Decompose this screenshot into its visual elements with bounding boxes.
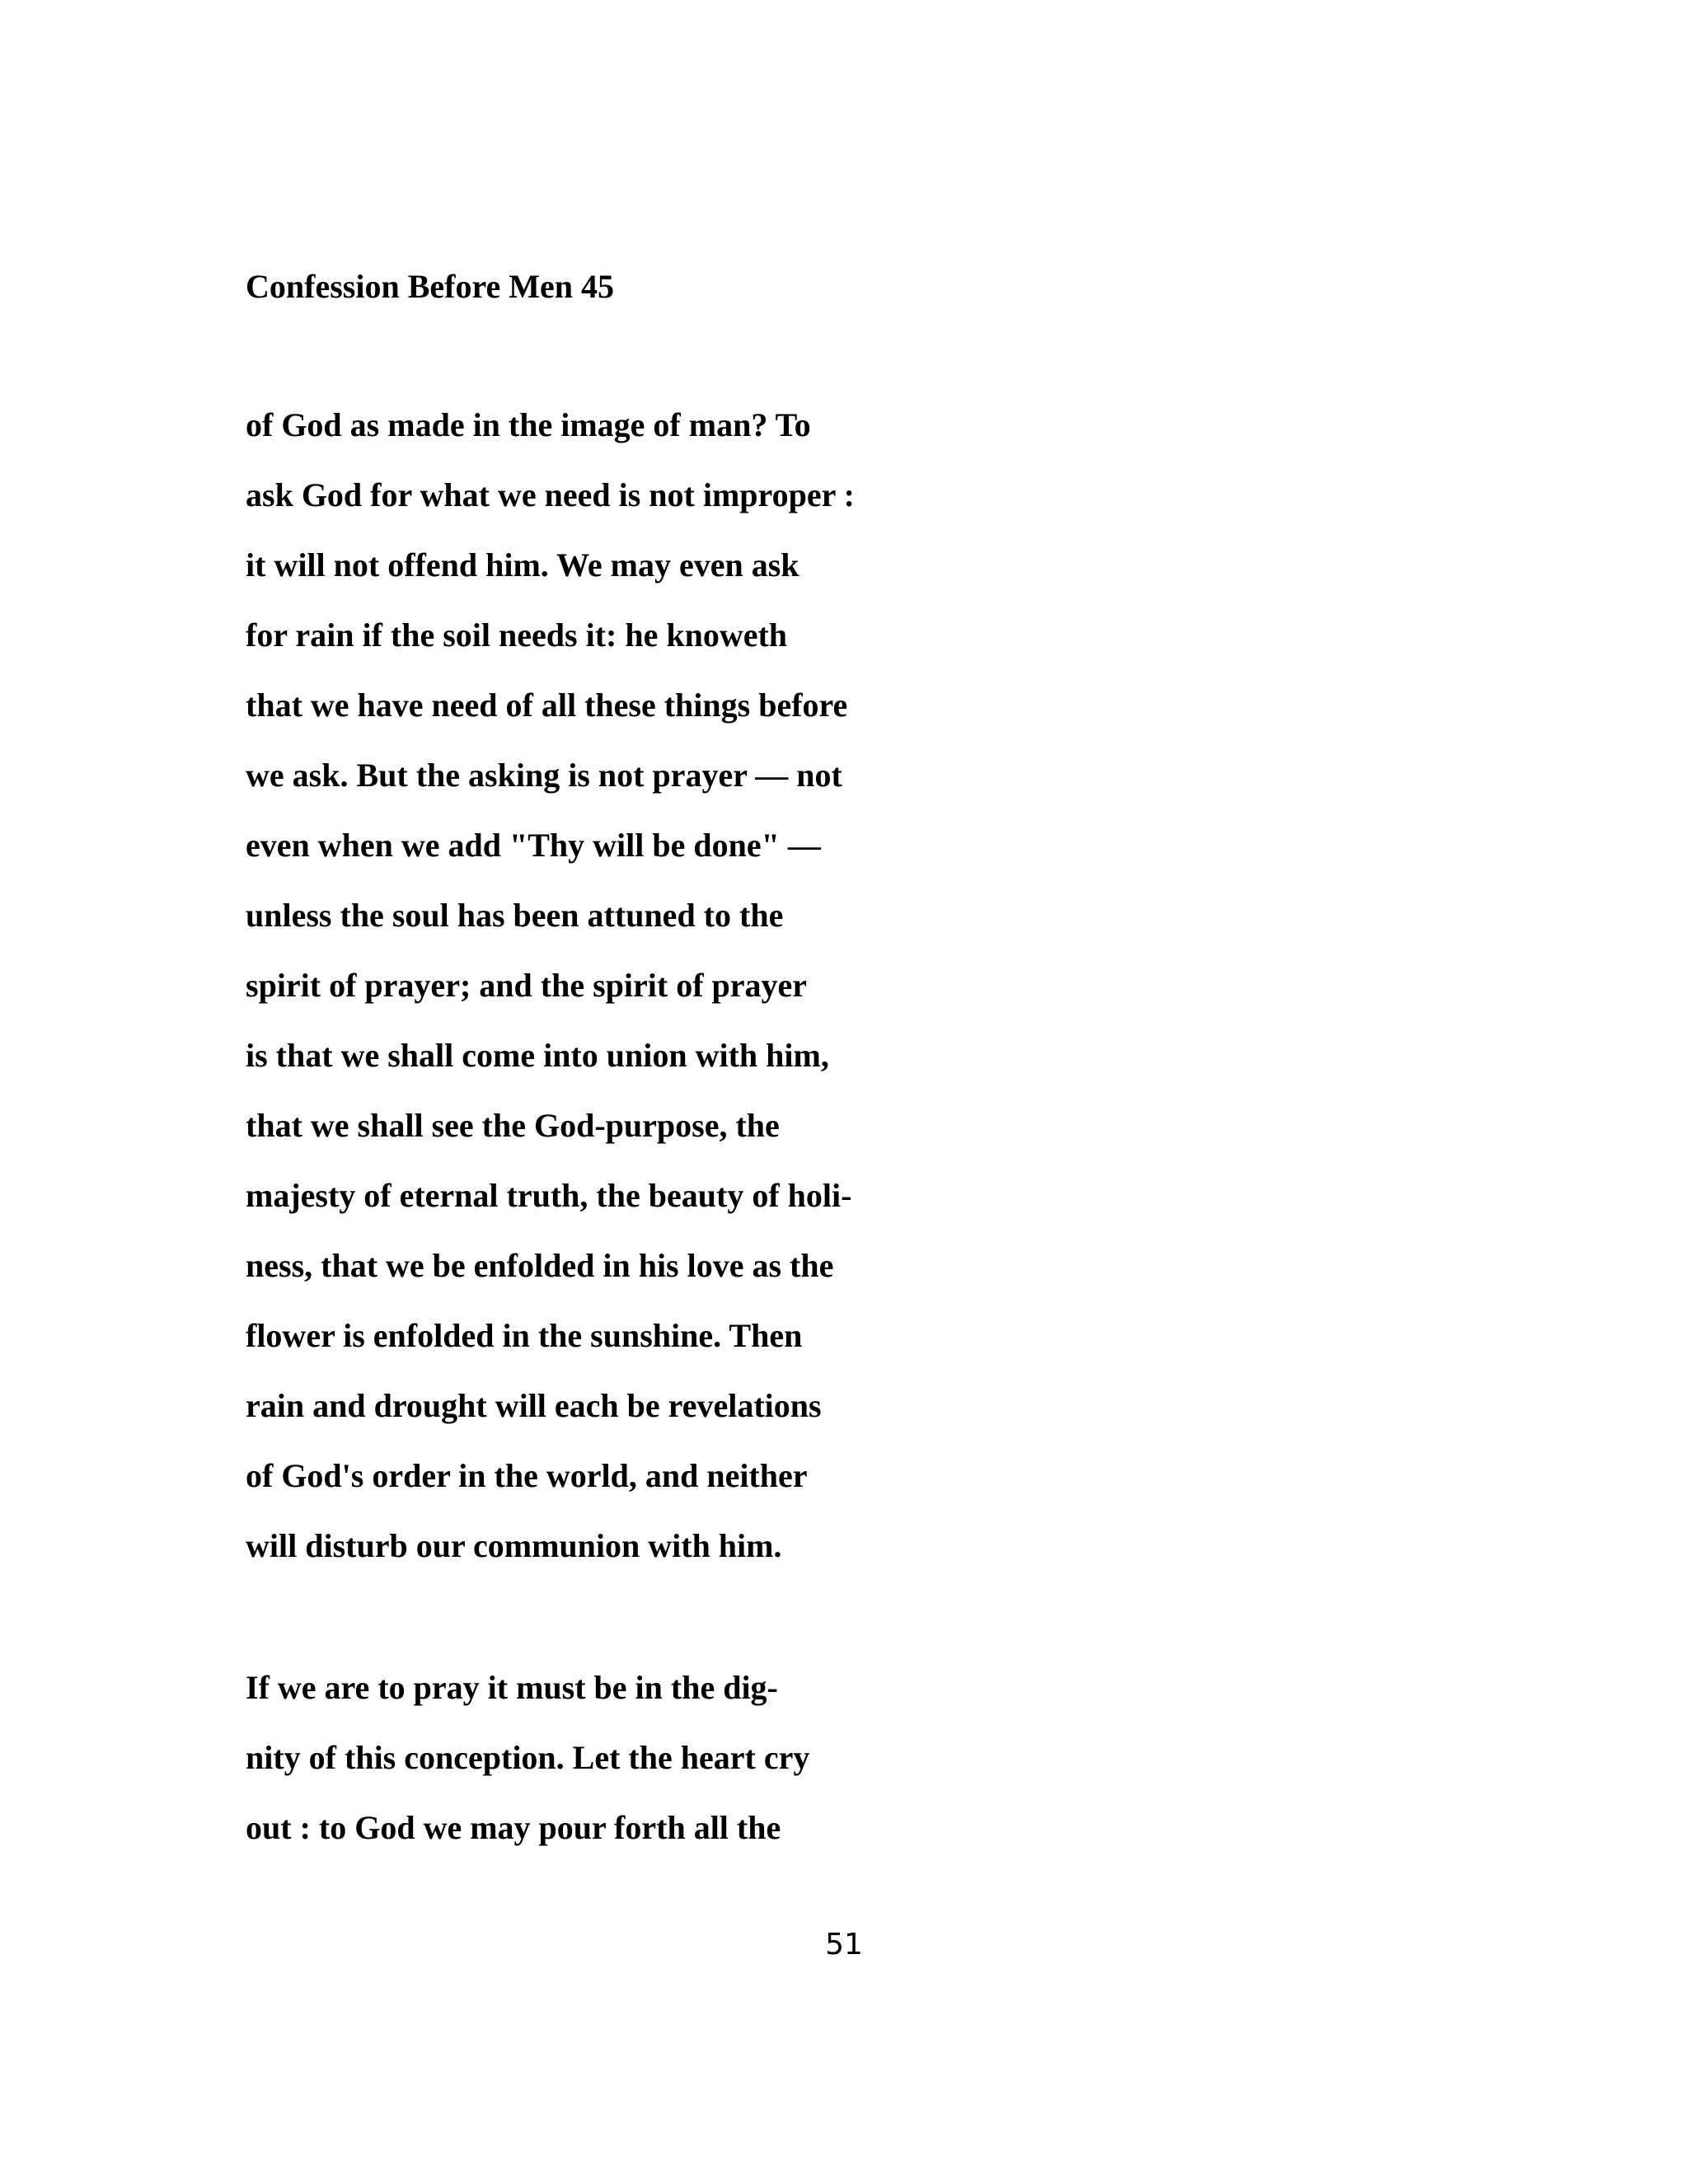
text-line: for rain if the soil needs it: he knoweth [246,616,788,654]
paragraph-1 [246,390,1482,1581]
page-number: 51 [825,1928,863,1961]
running-head: Confession Before Men 45 [246,268,614,305]
text-line: out : to God we may pour forth all the [246,1809,781,1846]
text-line: we ask. But the asking is not prayer — not [246,757,842,794]
text-line: ness, that we be enfolded in his love as the [246,1247,834,1284]
text-line: that we have need of all these things before [246,687,848,724]
text-line: rain and drought will each be revelations [246,1387,822,1424]
text-line: spirit of prayer; and the spirit of prayer [246,967,808,1004]
text-line: will disturb our communion with him. [246,1527,782,1564]
text-line: it will not offend him. We may even ask [246,546,799,583]
text-line: flower is enfolded in the sunshine. Then [246,1317,803,1354]
text-line: of God's order in the world, and neither [246,1457,808,1494]
paragraph-2 [246,1652,1482,1863]
text-line: of God as made in the image of man? To [246,406,811,443]
text-line: ask God for what we need is not improper : [246,476,855,513]
text-line: majesty of eternal truth, the beauty of holi- [246,1177,852,1214]
text-line: that we shall see the God-purpose, the [246,1107,780,1144]
text-line: nity of this conception. Let the heart cry [246,1739,810,1776]
text-line: If we are to pray it must be in the dig- [246,1669,778,1706]
text-line: even when we add "Thy will be done" — [246,827,821,864]
text-line: unless the soul has been attuned to the [246,897,784,934]
text-line: is that we shall come into union with him, [246,1037,829,1074]
